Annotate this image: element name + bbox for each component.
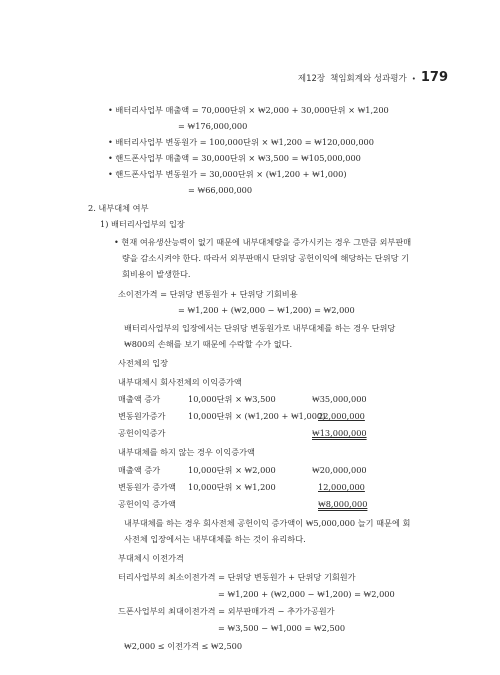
table-row-formula: 10,000단위 × (₩1,200 + ₩1,000) (188, 411, 326, 421)
subheading: 내부대체시 회사전체의 이익증가액 (118, 377, 242, 387)
table-row-total: ₩8,000,000 (318, 499, 368, 509)
paragraph-line: 사전체 입장에서는 내부대체를 하는 것이 유리하다. (124, 534, 306, 544)
formula-line: 소이전가격 = 단위당 변동원가 + 단위당 기회비용 (118, 289, 298, 299)
formula-line: 터리사업부의 최소이전가격 = 단위당 변동원가 + 단위당 기회원가 (118, 572, 356, 582)
table-row-amount: ₩20,000,000 (312, 465, 367, 475)
subsection-heading: 1) 배터리사업부의 입장 (100, 219, 185, 229)
formula-line: 드폰사업부의 최대이전가격 = 외부판매가격 − 추가가공원가 (118, 606, 335, 616)
bullet-line: • 배터리사업부 매출액 = 70,000단위 × ₩2,000 + 30,000단위 × ₩1,200 (108, 105, 389, 115)
section-heading: 2. 내부대체 여부 (88, 203, 149, 213)
subheading: 사전체의 입장 (118, 358, 169, 368)
bullet-line: • 핸드폰사업부 변동원가 = 30,000단위 × (₩1,200 + ₩1,000) (108, 169, 347, 179)
header-separator: • (411, 75, 416, 83)
formula-continuation: = ₩66,000,000 (188, 185, 253, 195)
formula-continuation: = ₩176,000,000 (178, 121, 248, 131)
formula-continuation: = ₩1,200 + (₩2,000 − ₩1,200) = ₩2,000 (178, 305, 355, 315)
paragraph-line: 회비용이 발생한다. (122, 269, 191, 279)
table-row-amount: 22,000,000 (318, 411, 365, 421)
formula-continuation: = ₩3,500 − ₩1,000 = ₩2,500 (218, 623, 346, 633)
table-row-amount: 12,000,000 (318, 482, 365, 492)
bullet-line: • 핸드폰사업부 매출액 = 30,000단위 × ₩3,500 = ₩105,000,000 (108, 153, 361, 163)
table-row-label: 변동원가증가 (118, 411, 166, 421)
table-row-label: 공헌이익증가 (118, 428, 166, 438)
paragraph-line: 내부대체를 하는 경우 회사전체 공헌이익 증가액이 ₩5,000,000 늘기 때문에 회 (124, 518, 411, 528)
table-row-amount: ₩35,000,000 (312, 394, 367, 404)
paragraph-line: 배터리사업부의 입장에서는 단위당 변동원가로 내부대체를 하는 경우 단위당 (124, 323, 396, 333)
formula-line: ₩2,000 ≤ 이전가격 ≤ ₩2,500 (124, 641, 243, 651)
paragraph-line: 량을 감소시켜야 한다. 따라서 외부판매시 단위당 공헌이익에 해당하는 단위당 기 (122, 253, 410, 263)
table-row-label: 매출액 증가 (118, 465, 161, 475)
chapter-label: 제12장 (297, 74, 326, 84)
formula-continuation: = ₩1,200 + (₩2,000 − ₩1,200) = ₩2,000 (218, 589, 395, 599)
table-row-total: ₩13,000,000 (312, 428, 367, 438)
page-number: 179 (420, 70, 448, 85)
bullet-line: • 배터리사업부 변동원가 = 100,000단위 × ₩1,200 = ₩120,000,000 (108, 137, 374, 147)
table-row-label: 매출액 증가 (118, 394, 161, 404)
paragraph-line: • 현재 여유생산능력이 없기 때문에 내부대체량을 증가시키는 경우 그만큼 외부판매 (114, 237, 412, 247)
paragraph-line: ₩800의 손해를 보기 때문에 수락할 수가 없다. (124, 339, 293, 349)
table-row-formula: 10,000단위 × ₩2,000 (188, 465, 276, 475)
chapter-title: 책임회계와 성과평가 (330, 74, 407, 84)
table-row-formula: 10,000단위 × ₩1,200 (188, 482, 276, 492)
table-row-label: 변동원가 증가액 (118, 482, 176, 492)
table-row-formula: 10,000단위 × ₩3,500 (188, 394, 276, 404)
table-row-label: 공헌이익 증가액 (118, 499, 176, 509)
subheading: 부대체시 이전가격 (118, 553, 184, 563)
subheading: 내부대체를 하지 않는 경우 이익증가액 (118, 447, 255, 457)
